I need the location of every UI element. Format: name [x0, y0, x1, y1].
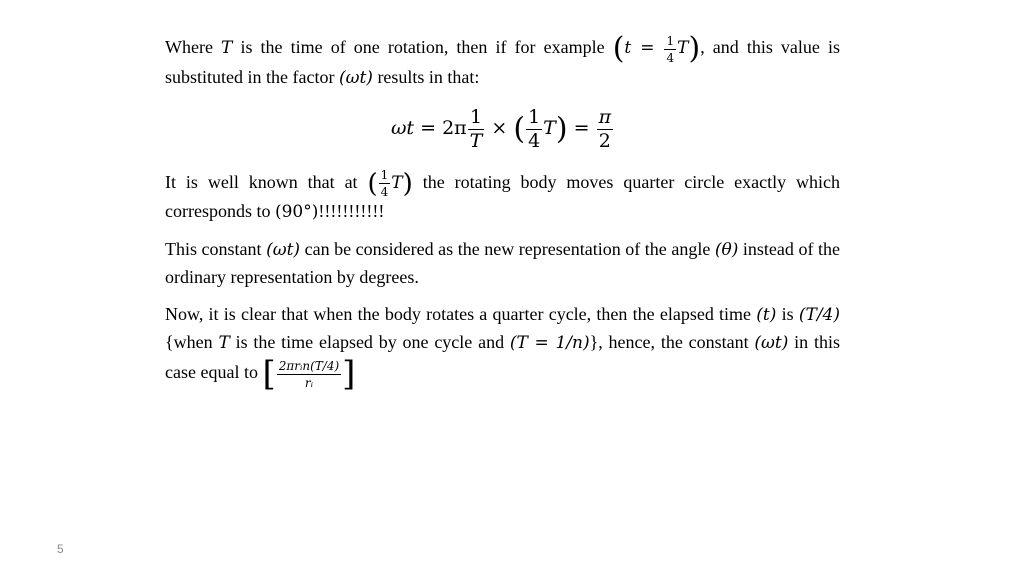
text: It is well known that at — [165, 172, 368, 192]
display-equation: ωt = 2π $\frac{1}{T}$ × ( $\frac{1}{4}$ T) = $\frac{\pi}{2}$ — [390, 106, 612, 152]
math-theta: (θ) — [714, 240, 739, 261]
text: Where — [165, 37, 222, 58]
fraction-constant: $\frac{\text{2πrᵢn(T/4)}}{\text{rᵢ}}$ — [278, 358, 340, 390]
fraction-one-quarter: $\frac{1}{4}$ — [380, 168, 389, 200]
text: , and this value is substituted in the factor — [165, 37, 840, 87]
math-omega-t: (ωt) — [338, 68, 373, 88]
text: is — [776, 304, 799, 325]
math-degrees: (90°) — [274, 202, 319, 223]
math-omega-t: (ωt) — [266, 240, 301, 261]
paragraph-quarter-circle: It is well known that at ( $\frac{1}{4}$ T) the rotating body moves quarter circle exactly which corresponds to (90°)!!!!!!!!!!! — [165, 168, 840, 223]
math-var: t — [624, 38, 632, 59]
text: is the time of one rotation, then if for example — [232, 37, 613, 58]
text: Now, it is clear that when the body rotates a quarter cycle, then the elapsed time — [165, 304, 757, 325]
paren-close: ) — [688, 31, 701, 66]
fraction-pi-over-two: $\frac{\pi}{2}$ — [598, 106, 612, 152]
text: can be considered as the new representation of the angle — [300, 239, 715, 260]
slide-content — [165, 31, 840, 395]
text: the rotating body moves quarter circle exactly which corresponds to — [165, 172, 840, 222]
paragraph-elapsed-time: Now, it is clear that when the body rotates a quarter cycle, then the elapsed time (t) is (T/4) {when T is the time elapsed by one cycle and (T = 1/n)}, hence, the constant (ωt) in this case equal to [ $\frac{\text{2πrᵢn(T/4)}}{\text{rᵢ}}$ ] — [165, 304, 840, 395]
text: }, hence, the constant — [589, 332, 755, 353]
text: This constant — [165, 239, 267, 260]
text: in this case equal to — [165, 332, 840, 383]
page-number: 5 — [57, 542, 64, 556]
fraction-one-quarter: $\frac{1}{4}$ — [666, 33, 675, 65]
paragraph-new-representation — [165, 236, 840, 291]
text: instead of the ordinary representation by degrees. — [165, 239, 840, 288]
text: !!!!!!!!!!! — [318, 201, 385, 222]
fraction-one-quarter: $\frac{1}{4}$ — [528, 106, 541, 152]
math-op: = — [631, 38, 664, 59]
text: {when — [165, 332, 219, 353]
paren-open: ( — [612, 31, 625, 66]
text: results in that: — [372, 67, 480, 87]
math-var: T — [221, 38, 233, 59]
text: is the time elapsed by one cycle and — [229, 332, 510, 353]
fraction-one-over-T: $\frac{1}{T}$ — [469, 106, 483, 152]
paragraph-rotation-time — [165, 31, 840, 92]
math-var: T — [677, 38, 689, 59]
